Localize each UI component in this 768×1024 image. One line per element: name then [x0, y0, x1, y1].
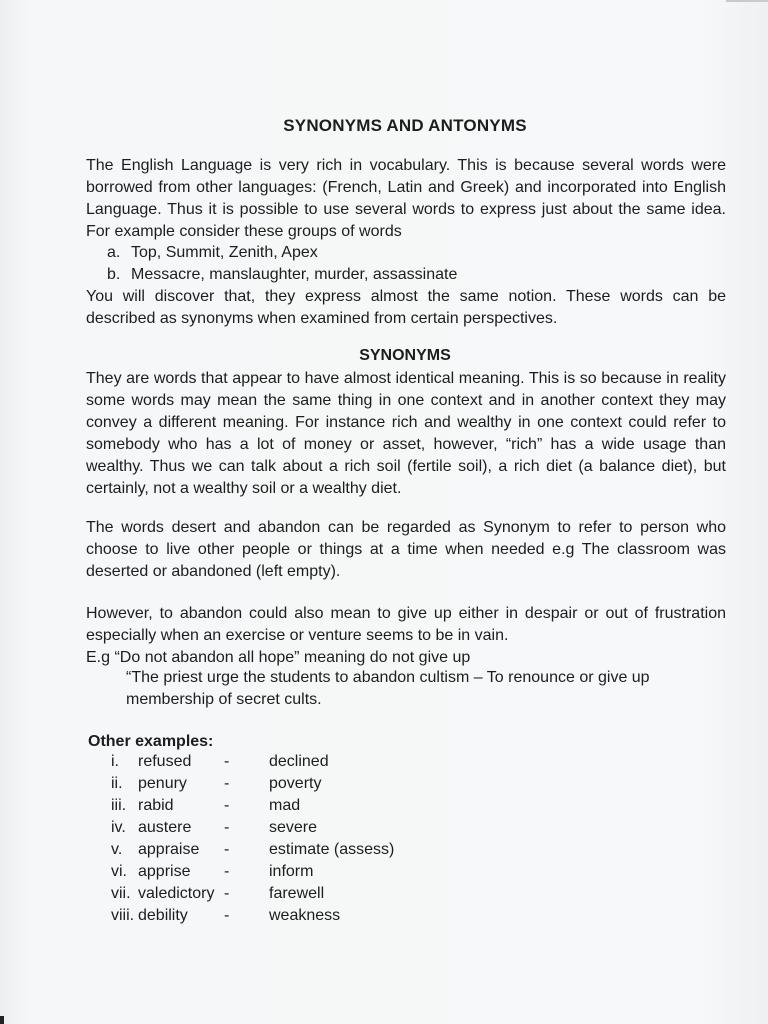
- other-examples-title: Other examples:: [88, 733, 214, 750]
- synonyms-paragraph-1: They are words that appear to have almost identical meaning. This is so because in reality some words may mean the same thing in one context and in another context they may convey a different meaning. For instance rich and wealthy in one context could refer to somebody who has a lot of money or asset, however, “rich” has a wide usage than wealthy. Thus we can talk about a rich soil (fertile soil), a rich diet (a balance diet), but certainly, not a wealthy soil or a wealthy diet.: [86, 370, 726, 497]
- scan-edge-mark: [726, 0, 768, 2]
- example-synonym: weakness: [269, 907, 341, 924]
- separator-dash: -: [224, 863, 230, 880]
- example-synonym: estimate (assess): [269, 841, 395, 858]
- separator-dash: -: [224, 885, 230, 902]
- example-synonym: declined: [269, 753, 329, 770]
- synonyms-paragraph-2: The words desert and abandon can be regarded as Synonym to refer to person who choose to live other people or things at a time when needed e.g The classroom was deserted or abandoned (left empty).: [86, 519, 726, 580]
- page-title: SYNONYMS AND ANTONYMS: [283, 116, 527, 135]
- example-word: debility: [138, 907, 188, 924]
- example-word: apprise: [138, 863, 191, 880]
- list-number: iii.: [111, 797, 127, 814]
- list-marker: b.: [107, 266, 121, 283]
- intro-paragraph: The English Language is very rich in vocabulary. This is because several words were borrowed from other languages: (French, Latin and Greek) and incorporated into English Language. Thus it is possible to use several words to express just about the same idea. For example consider these groups of words: [86, 157, 726, 240]
- example-synonym: mad: [269, 797, 301, 814]
- scan-edge-mark: [0, 1016, 4, 1024]
- example-word: refused: [138, 753, 192, 770]
- separator-dash: -: [224, 819, 230, 836]
- example-line: E.g “Do not abandon all hope” meaning do not give up: [86, 649, 471, 666]
- synonyms-heading: SYNONYMS: [359, 347, 451, 364]
- example-word: rabid: [138, 797, 174, 814]
- example-synonym: poverty: [269, 775, 322, 792]
- list-number: v.: [111, 841, 123, 858]
- separator-dash: -: [224, 907, 230, 924]
- separator-dash: -: [224, 775, 230, 792]
- list-item: [107, 264, 457, 286]
- list-number: viii.: [111, 907, 135, 924]
- list-item: [107, 242, 457, 264]
- example-synonym: severe: [269, 819, 318, 836]
- separator-dash: -: [224, 841, 230, 858]
- synonyms-paragraph-3: However, to abandon could also mean to give up either in despair or out of frustration especially when an exercise or venture seems to be in vain.: [86, 605, 726, 644]
- list-number: vi.: [111, 863, 127, 880]
- example-word: austere: [138, 819, 192, 836]
- list-number: i.: [111, 753, 119, 770]
- separator-dash: -: [224, 753, 230, 770]
- list-number: vii.: [111, 885, 131, 902]
- list-item-text: Messacre, manslaughter, murder, assassinate: [131, 266, 458, 283]
- example-synonym: farewell: [269, 885, 325, 902]
- separator-dash: -: [224, 797, 230, 814]
- list-number: ii.: [111, 775, 123, 792]
- example-word: valedictory: [138, 885, 215, 902]
- list-item-text: Top, Summit, Zenith, Apex: [131, 244, 318, 261]
- example-word: appraise: [138, 841, 200, 858]
- example-synonym: inform: [269, 863, 314, 880]
- discover-paragraph: You will discover that, they express almost the same notion. These words can be described as synonyms when examined from certain perspectives.: [86, 288, 726, 327]
- list-number: iv.: [111, 819, 126, 836]
- list-marker: a.: [107, 244, 121, 261]
- example-word: penury: [138, 775, 187, 792]
- word-groups-list: [107, 242, 457, 286]
- example-quote: “The priest urge the students to abandon cultism – To renounce or give up membership of secret cults.: [126, 669, 650, 708]
